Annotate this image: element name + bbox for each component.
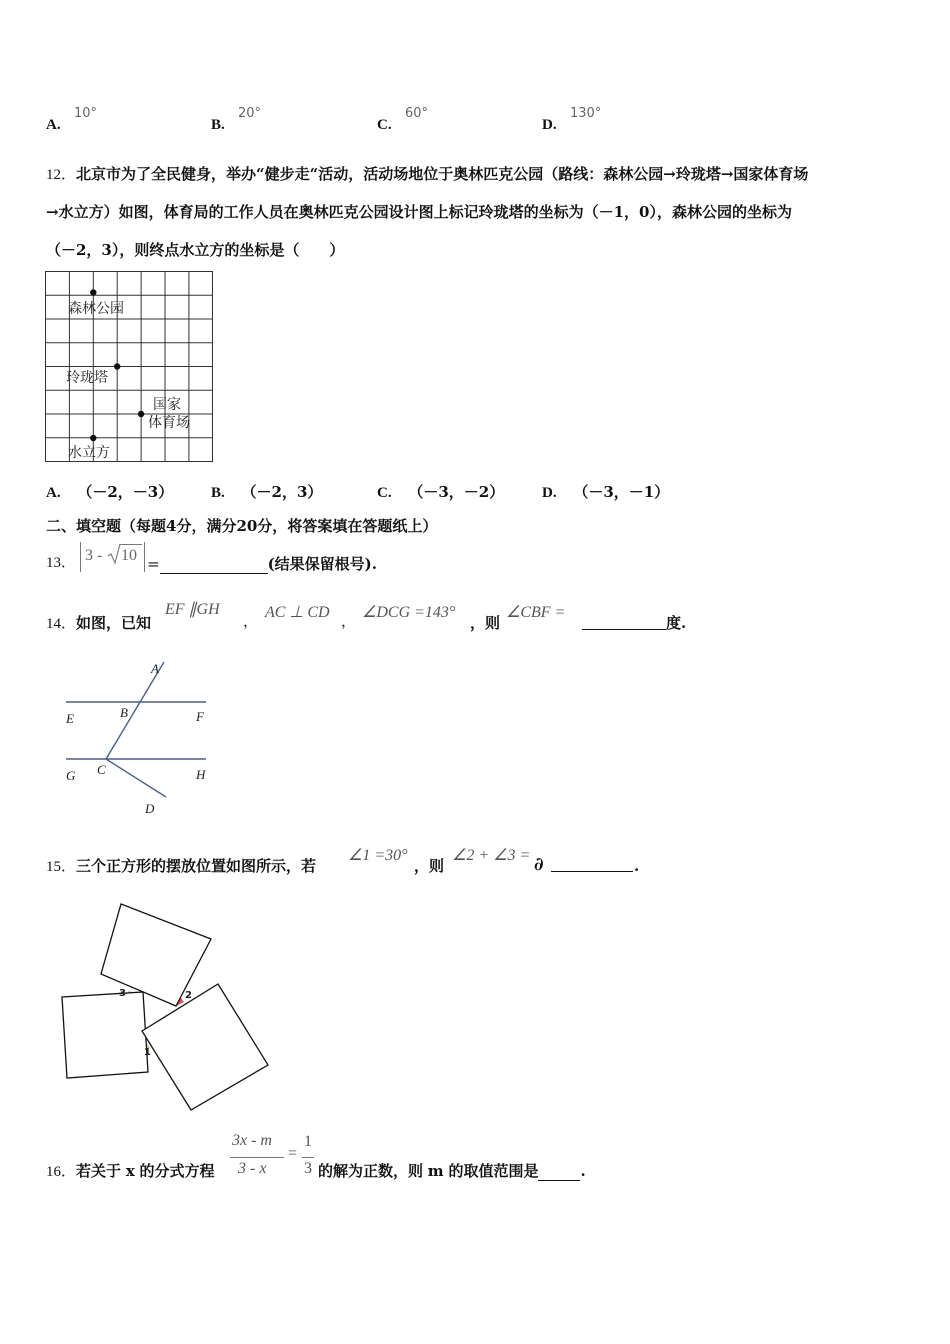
question-text: 若关于 <box>76 1162 122 1180</box>
abs-bar-left <box>80 542 81 572</box>
answer-blank[interactable] <box>160 557 268 574</box>
q16-equation <box>228 1132 320 1182</box>
label-b: B <box>120 705 128 720</box>
equals-sign: = <box>147 555 160 573</box>
q12-options <box>0 482 950 504</box>
comma: ， <box>243 612 259 630</box>
question-text: 的解为正数，则 <box>318 1162 424 1180</box>
answer-glyph: ∂ <box>534 854 544 875</box>
answer-blank[interactable] <box>538 1164 580 1181</box>
square-left <box>62 992 148 1078</box>
question-text: 三个正方形的摆放位置如图所示，若 <box>76 857 317 875</box>
option-value: （－2，3） <box>241 483 323 501</box>
line-ca <box>106 662 164 759</box>
square-right <box>142 984 268 1110</box>
q12-option-d <box>542 482 669 503</box>
linglong-tower-point <box>114 363 120 369</box>
option-value: （－2，－3） <box>77 483 174 501</box>
angle-label-1: 1 <box>144 1047 151 1058</box>
q11-option-b <box>211 106 262 134</box>
q11-option-a <box>46 106 98 134</box>
rhs-fraction-bar <box>302 1157 314 1158</box>
stadium-point <box>138 411 144 417</box>
label-a: A <box>151 661 159 676</box>
sqrt-sign <box>107 543 121 565</box>
condition-parallel: EF ∥GH <box>165 601 220 618</box>
q13 <box>46 552 76 573</box>
question-number: 12． <box>46 167 77 183</box>
section-heading: 二、填空题（每题4分，满分20分，将答案填在答题纸上） <box>46 517 438 535</box>
option-label: B. <box>211 485 225 501</box>
variable-m: m <box>427 1162 444 1180</box>
label-forest-park: 森林公园 <box>68 301 124 317</box>
fraction-denominator: 3 - x <box>238 1160 267 1177</box>
q12-line-3: （－2，3），则终点水立方的坐标是（ ） <box>46 241 345 259</box>
label-stadium-line2: 体育场 <box>148 415 190 431</box>
q13-abs-expression <box>80 540 146 574</box>
q13-answer <box>147 554 377 574</box>
option-value: 60° <box>405 106 429 121</box>
question-number: 15． <box>46 859 77 875</box>
condition-perpendicular: AC ⊥ CD <box>265 604 330 621</box>
q14-stem-a <box>46 613 151 634</box>
end-period: . <box>634 857 640 875</box>
end-period: . <box>580 1162 586 1180</box>
q11-options <box>0 108 950 138</box>
q11-option-c <box>377 106 429 134</box>
label-water-cube: 水立方 <box>68 445 110 461</box>
q12-grid-map <box>44 270 216 464</box>
abs-bar-right <box>144 542 145 572</box>
q14-diagram <box>56 656 220 820</box>
water-cube-point <box>90 435 96 441</box>
question-number: 14． <box>46 616 77 632</box>
unit-text: 度. <box>666 614 687 632</box>
line-cd <box>106 759 166 797</box>
q13-note: (结果保留根号). <box>267 555 377 573</box>
q11-option-d <box>542 106 602 134</box>
label-f: F <box>196 709 204 724</box>
q15-stem-a <box>46 856 316 877</box>
expr-part-a: 3 - <box>85 547 103 564</box>
equals-sign: = <box>288 1145 298 1162</box>
question-text: ，则 <box>414 857 445 875</box>
option-label: D. <box>542 485 557 501</box>
label-c: C <box>97 762 106 777</box>
condition-angle-1: ∠1 =30° <box>348 847 408 864</box>
q12-option-a <box>46 482 173 503</box>
option-label: D. <box>542 117 557 133</box>
condition-angle: ∠DCG =143° <box>362 604 456 621</box>
target-angle: ∠CBF = <box>506 604 566 621</box>
angle-label-3: 3 <box>119 988 126 999</box>
option-label: A. <box>46 485 61 501</box>
option-label: B. <box>211 117 225 133</box>
q15-diagram <box>54 898 274 1114</box>
variable-x: x <box>125 1162 135 1180</box>
option-value: （－3，－1） <box>573 483 670 501</box>
fraction-numerator: 3x - m <box>232 1132 272 1149</box>
question-text: 如图，已知 <box>76 614 152 632</box>
rhs-denominator: 3 <box>304 1160 312 1177</box>
option-value: 10° <box>74 106 98 121</box>
square-top <box>101 904 211 1006</box>
q12-line-1 <box>46 164 808 185</box>
q16-stem-a <box>46 1161 215 1182</box>
label-d: D <box>145 801 155 816</box>
q12-line-2: →水立方）如图，体育局的工作人员在奥林匹克公园设计图上标记玲珑塔的坐标为（－1，0），森林公园的坐标为 <box>46 203 792 221</box>
question-number: 16． <box>46 1164 77 1180</box>
answer-blank[interactable] <box>582 611 666 630</box>
fraction-bar <box>230 1157 284 1158</box>
q12-option-c <box>377 482 504 503</box>
label-h: H <box>196 767 206 782</box>
option-label: C. <box>377 117 392 133</box>
option-label: C. <box>377 485 392 501</box>
question-text: ，则 <box>470 614 501 632</box>
option-value: 20° <box>238 106 262 121</box>
rhs-numerator: 1 <box>304 1133 312 1150</box>
expr-part-b: 10 <box>121 547 137 564</box>
question-text: 的分式方程 <box>139 1162 215 1180</box>
angle-label-2: 2 <box>185 990 192 1001</box>
comma: ， <box>341 612 357 630</box>
forest-park-point <box>90 289 96 295</box>
option-value: 130° <box>570 106 602 121</box>
q16-stem-b <box>318 1161 586 1181</box>
question-text: 的取值范围是 <box>448 1162 539 1180</box>
label-linglong-tower: 玲珑塔 <box>66 370 108 386</box>
option-value: （－3，－2） <box>408 483 505 501</box>
target-angle-sum: ∠2 + ∠3 = <box>452 847 531 864</box>
sqrt-bar <box>120 544 142 545</box>
q12-option-b <box>211 482 322 503</box>
label-g: G <box>66 768 76 783</box>
question-number: 13． <box>46 555 77 571</box>
option-label: A. <box>46 117 61 133</box>
question-text: 北京市为了全民健身，举办“健步走“活动，活动场地位于奥林匹克公园（路线：森林公园→玲珑塔→国家体育场 <box>76 165 809 183</box>
label-e: E <box>66 711 74 726</box>
label-stadium-line1: 国家 <box>153 397 181 413</box>
answer-blank[interactable] <box>551 855 633 872</box>
